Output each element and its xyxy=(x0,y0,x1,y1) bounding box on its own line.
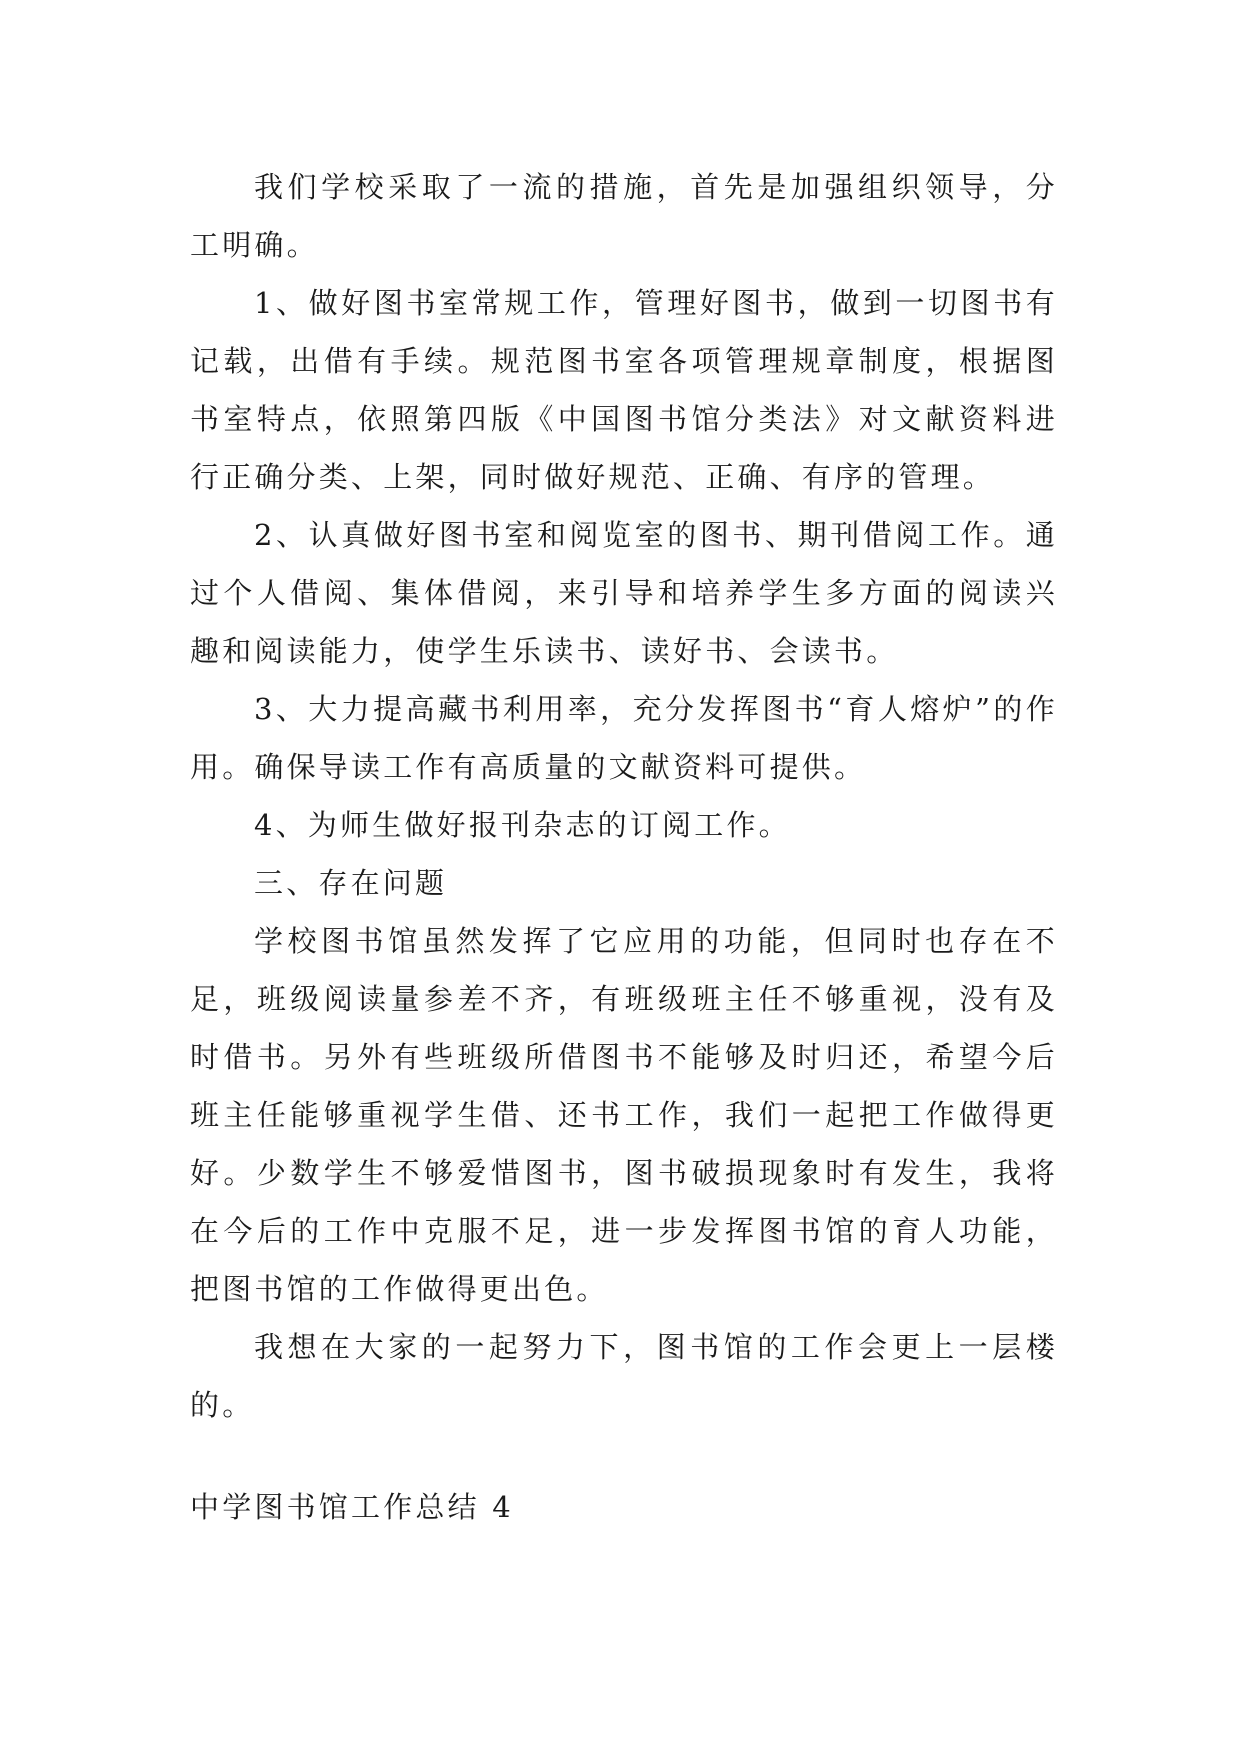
paragraph-problems: 学校图书馆虽然发挥了它应用的功能，但同时也存在不足，班级阅读量参差不齐，有班级班主任不够重视，没有及时借书。另外有些班级所借图书不能够及时归还，希望今后班主任能够重视学生借、还书工作，我们一起把工作做得更好。少数学生不够爱惜图书，图书破损现象时有发生，我将在今后的工作中克服不足，进一步发挥图书馆的育人功能，把图书馆的工作做得更出色。 xyxy=(190,924,1058,1306)
paragraph-item-4: 4、为师生做好报刊杂志的订阅工作。 xyxy=(254,808,791,842)
paragraph-item-2: 2、认真做好图书室和阅览室的图书、期刊借阅工作。通过个人借阅、集体借阅，来引导和培养学生多方面的阅读兴趣和阅读能力，使学生乐读书、读好书、会读书。 xyxy=(190,518,1058,668)
paragraph-measures: 我们学校采取了一流的措施，首先是加强组织领导，分工明确。 xyxy=(190,170,1058,262)
section-heading-problems: 三、存在问题 xyxy=(254,866,448,900)
paragraph-item-3: 3、大力提高藏书利用率，充分发挥图书“育人熔炉”的作用。确保导读工作有高质量的文献资料可提供。 xyxy=(190,692,1058,784)
paragraph-item-1: 1、做好图书室常规工作，管理好图书，做到一切图书有记载，出借有手续。规范图书室各项管理规章制度，根据图书室特点，依照第四版《中国图书馆分类法》对文献资料进行正确分类、上架，同时做好规范、正确、有序的管理。 xyxy=(190,286,1058,494)
document-body xyxy=(190,158,1058,1434)
paragraph-conclusion: 我想在大家的一起努力下，图书馆的工作会更上一层楼的。 xyxy=(190,1330,1058,1422)
section-title: 中学图书馆工作总结 4 xyxy=(190,1490,514,1524)
